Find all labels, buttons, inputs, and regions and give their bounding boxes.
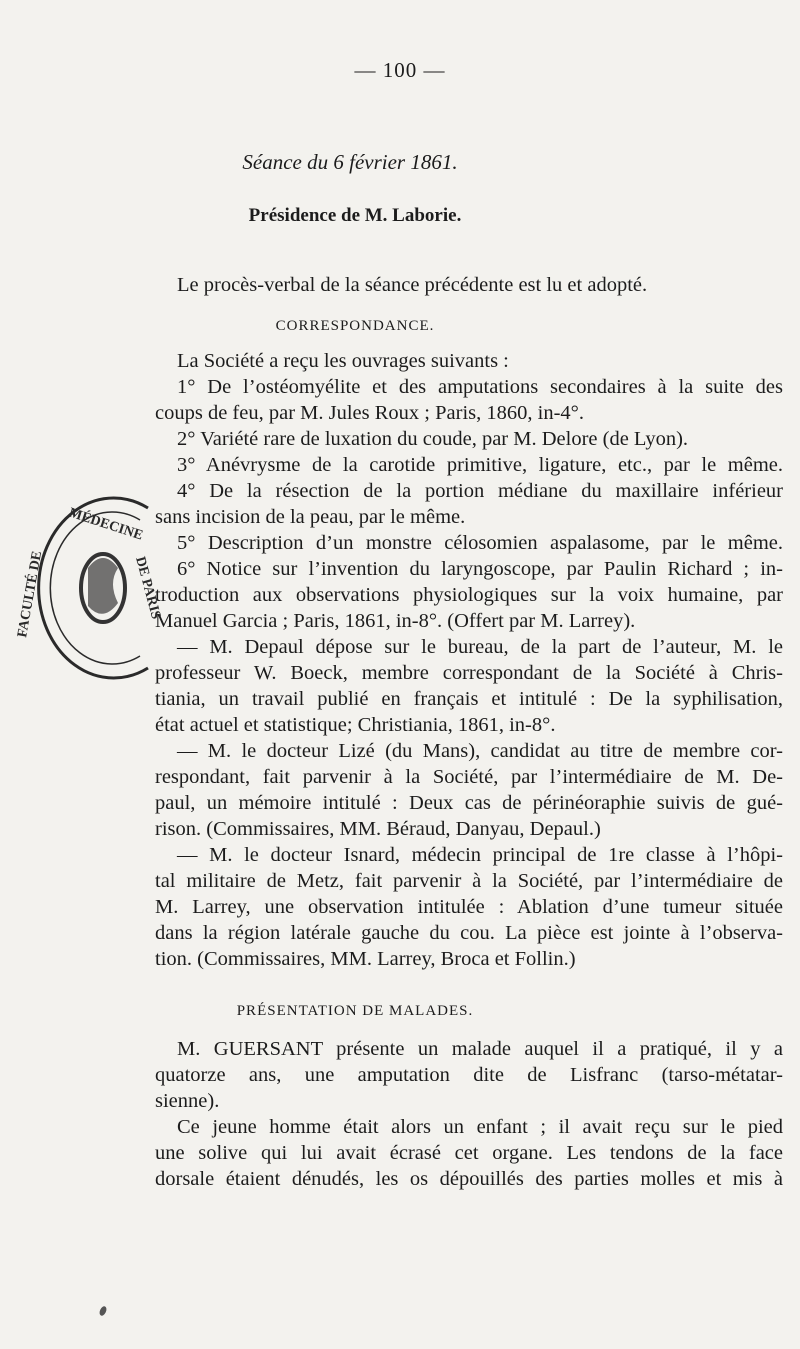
correspondance-body bbox=[155, 348, 783, 972]
library-stamp bbox=[8, 488, 164, 688]
text-line: dans la région latérale gauche du cou. La pièce est jointe à l’observa- bbox=[155, 922, 783, 944]
text-line: 5° Description d’un monstre célosomien aspalasome, par le même. bbox=[177, 532, 783, 554]
correspondance-heading: CORRESPONDANCE. bbox=[275, 318, 435, 334]
text-line: professeur W. Boeck, membre correspondant de la Société à Chris- bbox=[155, 662, 783, 684]
stamp-text-right: DE PARIS bbox=[132, 555, 164, 621]
page-number: — 100 — bbox=[354, 58, 446, 82]
text-line: coups de feu, par M. Jules Roux ; Paris, 1860, in-4°. bbox=[155, 402, 584, 424]
text-line: 4° De la résection de la portion médiane du maxillaire inférieur bbox=[177, 480, 783, 502]
text-line: 2° Variété rare de luxation du coude, par M. Delore (de Lyon). bbox=[177, 428, 689, 450]
text-line: tion. (Commissaires, MM. Larrey, Broca et Follin.) bbox=[155, 948, 576, 970]
presentation-heading: PRÉSENTATION DE MALADES. bbox=[236, 1003, 474, 1019]
text-line: quatorze ans, une amputation dite de Lisfranc (tarso-métatar- bbox=[155, 1064, 783, 1086]
text-line: Manuel Garcia ; Paris, 1861, in-8°. (Offert par M. Larrey). bbox=[155, 610, 636, 632]
session-title: Séance du 6 février 1861. bbox=[242, 150, 458, 174]
presentation-body bbox=[155, 1036, 783, 1192]
text-line: M. GUERSANT présente un malade auquel il a pratiqué, il y a bbox=[177, 1038, 783, 1060]
text-line: — M. le docteur Isnard, médecin principal de 1re classe à l’hôpi- bbox=[177, 844, 783, 866]
text-line: état actuel et statistique; Christiania, 1861, in-8°. bbox=[155, 714, 556, 736]
text-line: une solive qui lui avait écrasé cet organe. Les tendons de la face bbox=[155, 1142, 783, 1164]
text-line: troduction aux observations physiologiques sur la voix humaine, par bbox=[155, 584, 783, 606]
text-line: dorsale étaient dénudés, les os dépouillés des parties molles et mis à bbox=[155, 1168, 783, 1190]
text-line: La Société a reçu les ouvrages suivants : bbox=[177, 350, 509, 372]
stamp-text-left: FACULTÉ DE bbox=[15, 549, 46, 639]
text-line: — M. Depaul dépose sur le bureau, de la part de l’auteur, M. le bbox=[177, 636, 783, 658]
text-line: 6° Notice sur l’invention du laryngoscope, par Paulin Richard ; in- bbox=[177, 558, 783, 580]
stamp-text-top: MÉDECINE bbox=[66, 505, 145, 544]
text-line: sienne). bbox=[155, 1090, 220, 1112]
text-line: Le procès-verbal de la séance précédente est lu et adopté. bbox=[177, 274, 648, 296]
text-line: paul, un mémoire intitulé : Deux cas de périnéoraphie suivis de gué- bbox=[155, 792, 783, 814]
text-line: — M. le docteur Lizé (du Mans), candidat au titre de membre cor- bbox=[177, 740, 783, 762]
ink-mark bbox=[98, 1305, 108, 1317]
session-presidence: Présidence de M. Laborie. bbox=[248, 205, 462, 226]
text-line: Ce jeune homme était alors un enfant ; il avait reçu sur le pied bbox=[177, 1116, 783, 1138]
text-line: 1° De l’ostéomyélite et des amputations secondaires à la suite des bbox=[177, 376, 783, 398]
proces-verbal-paragraph bbox=[155, 272, 783, 298]
text-line: sans incision de la peau, par le même. bbox=[155, 506, 466, 528]
text-line: tiania, un travail publié en français et intitulé : De la syphilisation, bbox=[155, 688, 783, 710]
text-line: 3° Anévrysme de la carotide primitive, ligature, etc., par le même. bbox=[177, 454, 783, 476]
text-line: rison. (Commissaires, MM. Béraud, Danyau, Depaul.) bbox=[155, 818, 601, 840]
text-line: respondant, fait parvenir à la Société, par l’intermédiaire de M. De- bbox=[155, 766, 783, 788]
text-line: tal militaire de Metz, fait parvenir à la Société, par l’intermédiaire de bbox=[155, 870, 783, 892]
text-line: M. Larrey, une observation intitulée : Ablation d’une tumeur située bbox=[155, 896, 783, 918]
